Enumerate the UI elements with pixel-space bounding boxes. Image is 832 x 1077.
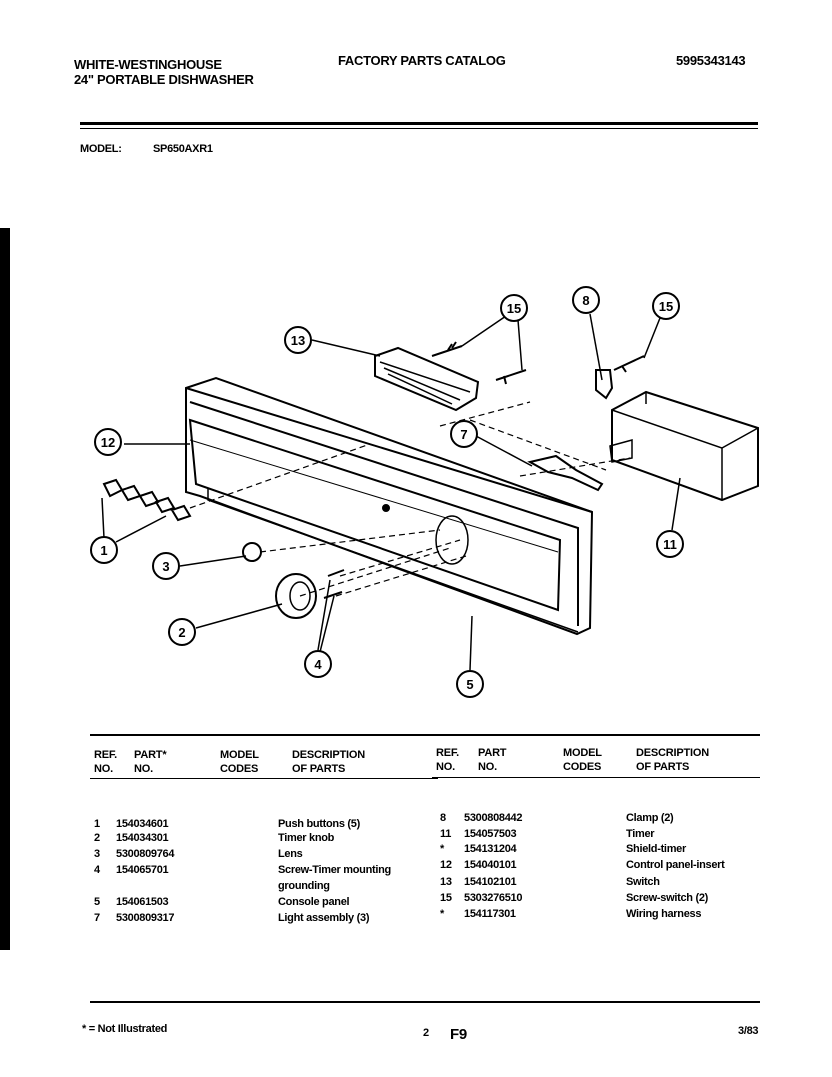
col-desc-right: DESCRIPTION OF PARTS <box>636 747 709 773</box>
table-header-rule-right <box>432 777 760 778</box>
callout-label-8: 8 <box>582 293 590 308</box>
model-value: SP650AXR1 <box>153 143 213 155</box>
callout-label-13: 13 <box>290 333 306 348</box>
callout-label-11: 11 <box>663 537 677 552</box>
callout-label-2: 2 <box>178 625 186 640</box>
clamp <box>596 370 612 398</box>
catalog-number: 5995343143 <box>676 53 746 68</box>
screw-15c <box>614 356 644 372</box>
figure-label: F9 <box>450 1026 467 1043</box>
screw-15a <box>432 342 462 356</box>
brand-name: WHITE-WESTINGHOUSE <box>74 57 222 72</box>
callout-label-4: 4 <box>314 657 322 672</box>
col-part-left: PART* NO. <box>134 749 167 775</box>
callout-label-7: 7 <box>460 427 468 442</box>
callout-label-3: 3 <box>162 559 170 574</box>
col-desc-left: DESCRIPTION OF PARTS <box>292 749 365 775</box>
footer-rule <box>90 1001 760 1003</box>
table-header-rule-left <box>90 778 438 779</box>
callout-label-5: 5 <box>466 677 474 692</box>
callout-label-15a: 15 <box>506 301 522 316</box>
col-model-left: MODEL CODES <box>220 749 259 775</box>
catalog-title: FACTORY PARTS CATALOG <box>338 53 506 68</box>
col-part-right: PART NO. <box>478 747 507 773</box>
model-label: MODEL: <box>80 143 122 155</box>
col-model-right: MODEL CODES <box>563 747 602 773</box>
switch-part <box>375 348 478 410</box>
callout-label-1: 1 <box>100 543 108 558</box>
table-top-rule <box>90 734 760 736</box>
callout-label-12: 12 <box>100 435 116 450</box>
col-ref-left: REF. NO. <box>94 749 118 775</box>
screw-15b <box>496 370 526 384</box>
product-name: 24" PORTABLE DISHWASHER <box>74 72 254 87</box>
push-buttons <box>104 480 190 520</box>
footnote: * = Not Illustrated <box>82 1023 168 1035</box>
page-number: 2 <box>423 1027 429 1039</box>
timer-part <box>612 392 758 500</box>
control-panel-insert <box>190 420 560 610</box>
callout-label-15b: 15 <box>658 299 674 314</box>
lens <box>243 543 261 561</box>
date-label: 3/83 <box>738 1025 759 1037</box>
col-ref-right: REF. NO. <box>436 747 460 773</box>
